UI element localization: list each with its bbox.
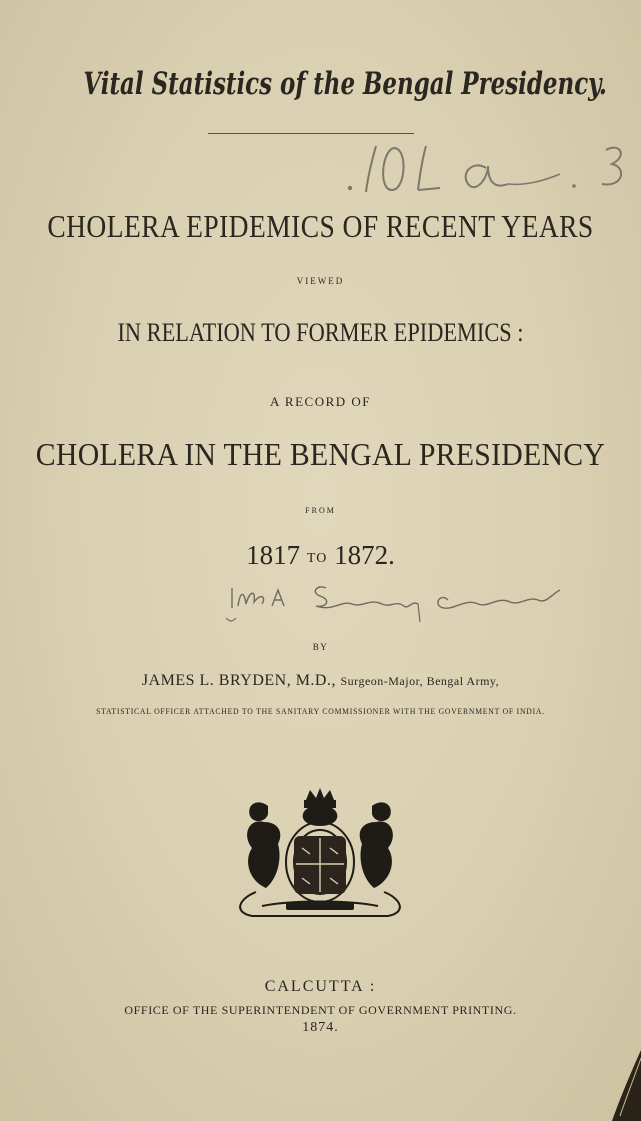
publication-place: CALCUTTA : <box>264 978 377 995</box>
author-office: STATISTICAL OFFICER ATTACHED TO THE SANITARY COMMISSIONER WITH THE GOVERNMENT OF INDIA. <box>96 707 545 716</box>
title-line-3: CHOLERA IN THE BENGAL PRESIDENCY <box>35 436 606 472</box>
printer-line: OFFICE OF THE SUPERINTENDENT OF GOVERNMENT PRINTING. <box>124 1003 517 1017</box>
viewed-label: VIEWED <box>296 276 345 286</box>
year-end: 1872. <box>334 540 395 570</box>
year-range <box>0 540 641 571</box>
publication-year: 1874. <box>302 1020 339 1035</box>
from-label: FROM <box>305 506 336 515</box>
record-label: A RECORD OF <box>269 394 372 409</box>
title-rule <box>208 133 414 134</box>
page-corner-curl-icon <box>612 1050 641 1121</box>
pencil-shelfmark-icon <box>336 138 636 200</box>
handwritten-signature-icon <box>222 578 562 626</box>
series-title: Vital Statistics of the Bengal Presidency. <box>83 66 607 102</box>
year-start: 1817 <box>246 540 301 570</box>
author-name: JAMES L. BRYDEN, M.D., <box>141 672 336 689</box>
author-line <box>0 672 641 690</box>
royal-coat-of-arms-icon <box>222 788 418 922</box>
year-to: TO <box>306 551 328 566</box>
title-line-2: IN RELATION TO FORMER EPIDEMICS : <box>117 318 524 347</box>
by-label: BY <box>312 642 329 652</box>
author-title: Surgeon-Major, Bengal Army, <box>340 674 500 688</box>
title-line-1: CHOLERA EPIDEMICS OF RECENT YEARS <box>47 208 594 244</box>
